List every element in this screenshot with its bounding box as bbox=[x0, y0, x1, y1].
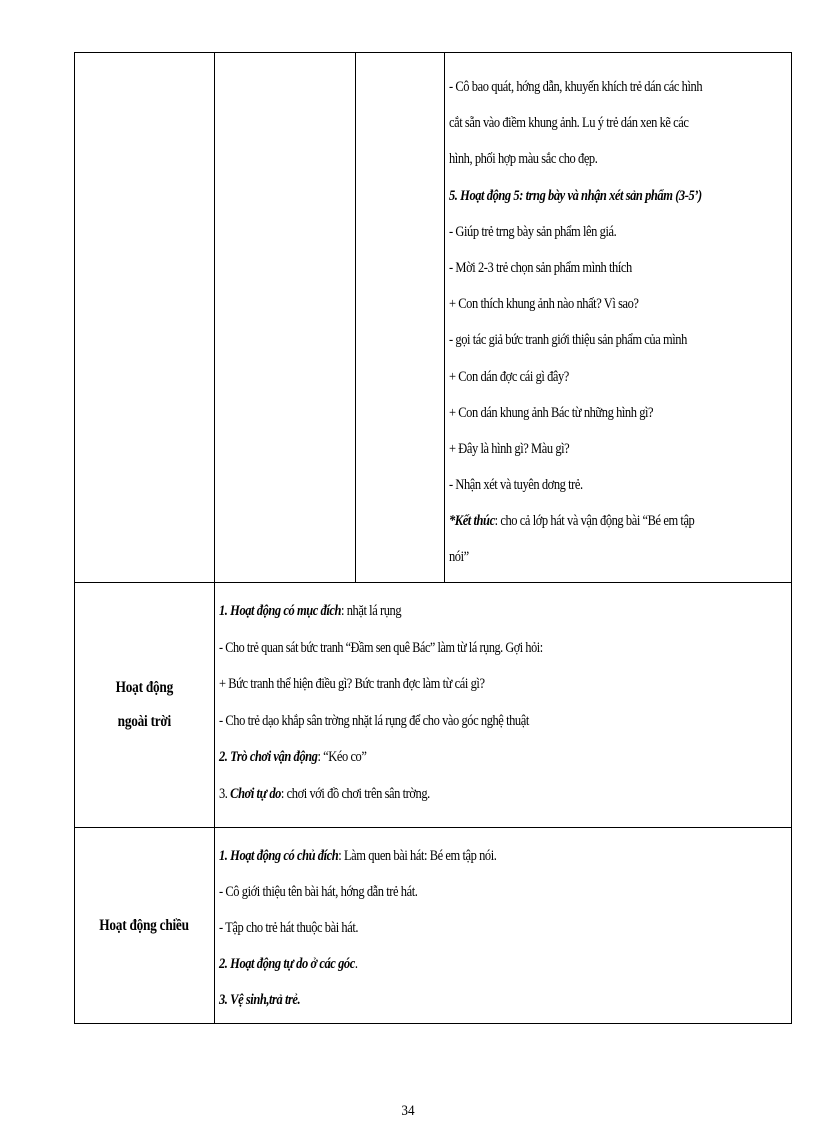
text-line: + Con dán khung ảnh Bác từ những hình gì? bbox=[449, 404, 654, 421]
item-text: : “Kéo co” bbox=[317, 749, 367, 765]
item-label: 1. Hoạt động có chủ đích bbox=[219, 848, 339, 864]
text-line bbox=[219, 838, 706, 874]
text-line bbox=[449, 503, 738, 539]
text-line: - Giúp trẻ trng bày sản phẩm lên giá. bbox=[449, 223, 617, 240]
item-text: . bbox=[354, 956, 358, 972]
item-text: : Làm quen bài hát: Bé em tập nói. bbox=[338, 848, 497, 864]
item-label: Chơi tự do bbox=[230, 785, 281, 802]
text-line: + Đây là hình gì? Màu gì? bbox=[449, 440, 570, 457]
lesson-plan-table bbox=[74, 52, 792, 1024]
text-line: 3. Vệ sinh,trả trẻ. bbox=[219, 992, 301, 1008]
afternoon-activity-content-cell bbox=[215, 828, 792, 1024]
empty-cell bbox=[215, 53, 356, 583]
item-text: : chơi với đồ chơi trên sân trờng. bbox=[280, 785, 430, 802]
text-line bbox=[219, 776, 706, 813]
conclusion-label: *Kết thúc bbox=[449, 513, 495, 530]
activity-continuation-cell bbox=[445, 53, 792, 583]
text-line: - Cô bao quát, hớng dẫn, khuyến khích trẻ dán các hình bbox=[449, 79, 703, 95]
text-line bbox=[219, 739, 706, 776]
page-number: 34 bbox=[401, 1103, 415, 1119]
item-label: 2. Trò chơi vận động bbox=[219, 749, 318, 765]
empty-cell bbox=[75, 53, 215, 583]
afternoon-activity-label-cell bbox=[75, 828, 215, 1024]
text-line: + Con thích khung ảnh nào nhất? Vì sao? bbox=[449, 296, 639, 313]
table-row bbox=[75, 53, 792, 583]
text-line: - Cho trẻ dạo khắp sân trờng nhặt lá rụng để cho vào góc nghệ thuật bbox=[219, 712, 529, 729]
text-line: - Cho trẻ quan sát bức tranh “Đầm sen quê Bác” làm từ lá rụng. Gợi hỏi: bbox=[219, 639, 543, 656]
text-line: - Nhận xét và tuyên dơng trẻ. bbox=[449, 477, 583, 494]
item-label: 1. Hoạt động có mục đích bbox=[219, 603, 342, 619]
row-label-line: ngoài trời bbox=[117, 713, 172, 730]
text-line bbox=[219, 946, 706, 982]
item-number: 3. bbox=[219, 785, 231, 802]
table-row bbox=[75, 583, 792, 828]
item-label: 2. Hoạt động tự do ở các góc bbox=[219, 956, 355, 972]
row-label-line: Hoạt động bbox=[115, 679, 174, 696]
text-line: - Mời 2-3 trẻ chọn sản phẩm mình thích bbox=[449, 259, 632, 276]
text-line: cắt sẵn vào điềm khung ảnh. Lu ý trẻ dán xen kẽ các bbox=[449, 115, 689, 132]
table-row bbox=[75, 828, 792, 1024]
text-line: hình, phối hợp màu sắc cho đẹp. bbox=[449, 151, 598, 168]
row-label bbox=[116, 671, 173, 739]
text-line bbox=[219, 593, 706, 630]
text-line: + Bức tranh thể hiện điều gì? Bức tranh đợc làm từ cái gì? bbox=[219, 676, 485, 692]
conclusion-text: : cho cả lớp hát và vận động bài “Bé em tập bbox=[494, 513, 695, 530]
text-line: - Cô giới thiệu tên bài hát, hớng dẫn trẻ hát. bbox=[219, 884, 418, 900]
outdoor-activity-label-cell bbox=[75, 583, 215, 828]
empty-cell bbox=[356, 53, 445, 583]
text-line: - gọi tác giả bức tranh giới thiệu sản phẩm của mình bbox=[449, 332, 687, 349]
row-label: Hoạt động chiều bbox=[99, 916, 190, 934]
item-text: : nhặt lá rụng bbox=[341, 603, 402, 619]
outdoor-activity-content-cell bbox=[215, 583, 792, 828]
text-line: - Tập cho trẻ hát thuộc bài hát. bbox=[219, 920, 359, 936]
text-line: nói” bbox=[449, 549, 469, 566]
text-line: + Con dán đợc cái gì đây? bbox=[449, 368, 569, 385]
activity-5-heading: 5. Hoạt động 5: trng bày và nhận xét sản phẩm (3-5’) bbox=[449, 187, 702, 204]
